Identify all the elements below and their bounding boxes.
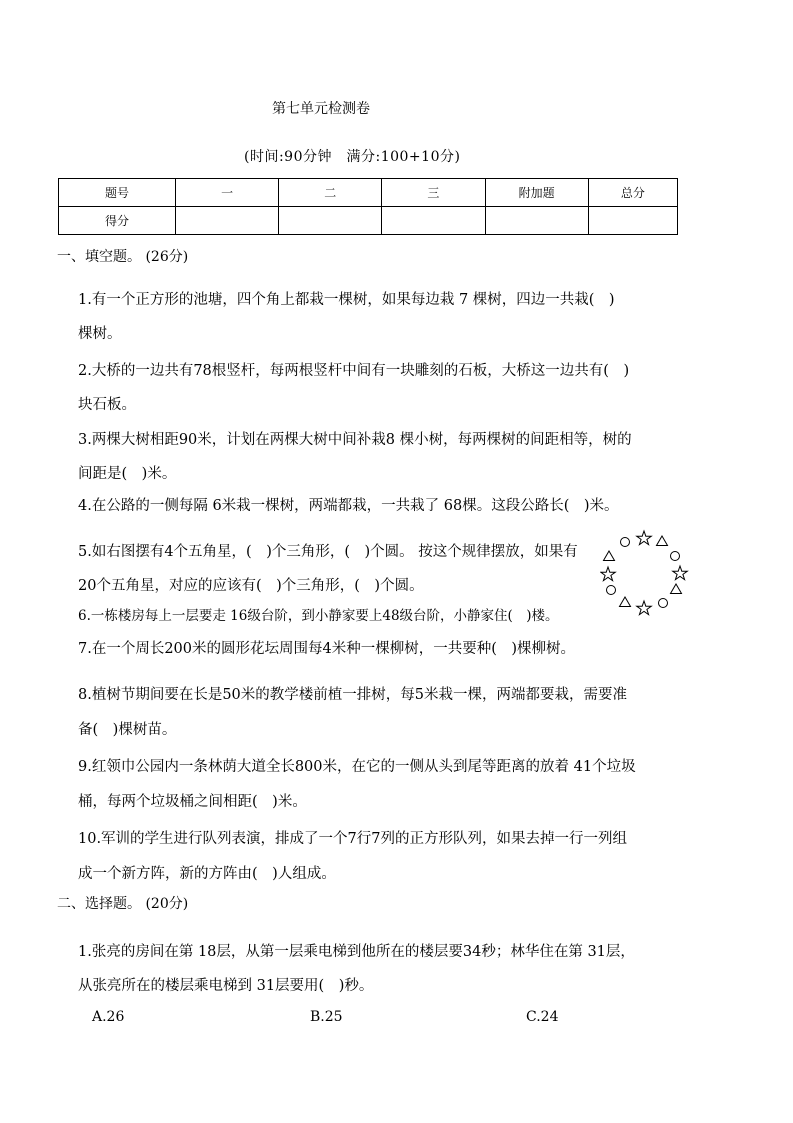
choice-question-1-line-1: 1.张亮的房间在第 18层，从第一层乘电梯到他所在的楼层要34秒；林华住在第 31层， [78,944,635,960]
score-input-cell[interactable] [279,207,382,235]
question-2-line-2: 块石板。 [78,397,136,413]
star-icon [601,567,616,581]
question-4-line-1: 4.在公路的一侧每隔 6米栽一棵树，两端都栽，一共栽了 68棵。这段公路长( )米。 [78,498,619,514]
exam-info: (时间:90分钟 满分:100+10分) [244,149,461,165]
question-5-line-1: 5.如右图摆有4个五角星，( )个三角形，( )个圆。 按这个规律摆放，如果有 [78,544,578,560]
option-a[interactable]: A.26 [92,1009,125,1025]
score-input-cell[interactable] [588,207,677,235]
section-1-title: 一、填空题。 (26分) [57,249,189,265]
circle-icon [671,552,680,561]
score-header-cell: 一 [176,179,279,207]
score-input-cell[interactable] [382,207,485,235]
star-icon [637,531,652,545]
star-icon [673,566,688,580]
question-3-line-2: 间距是( )米。 [78,466,177,482]
score-table-score-row [59,207,678,235]
score-row-label: 得分 [59,207,176,235]
question-3-line-1: 3.两棵大树相距90米，计划在两棵大树中间补栽8 棵小树，每两棵树的间距相等，树的 [78,432,632,448]
question-8-line-2: 备( )棵树苗。 [78,722,177,738]
question-7-line-1: 7.在一个周长200米的圆形花坛周围每4米种一棵柳树，一共要种( )棵柳树。 [78,641,576,657]
score-header-cell: 三 [382,179,485,207]
section-2-title: 二、选择题。 (20分) [57,896,189,912]
question-5-line-2: 20个五角星，对应的应该有( )个三角形，( )个圆。 [78,578,424,594]
star-icon [637,601,652,615]
question-10-line-1: 10.军训的学生进行队列表演，排成了一个7行7列的正方形队列，如果去掉一行一列组 [78,831,628,847]
score-input-cell[interactable] [176,207,279,235]
score-table-header-row [59,179,678,207]
question-10-line-2: 成一个新方阵，新的方阵由( )人组成。 [78,866,336,882]
circle-icon [621,538,630,547]
shape-pattern-figure [600,526,692,618]
triangle-icon [657,536,668,546]
triangle-icon [620,597,631,607]
circle-icon [659,599,668,608]
question-6-line-1: 6.一栋楼房每上一层要走 16级台阶，到小静家要上48级台阶，小静家住( )楼。 [78,608,559,624]
score-header-cell: 总分 [588,179,677,207]
score-table [58,178,678,235]
option-c[interactable]: C.24 [526,1009,559,1025]
score-header-cell: 二 [279,179,382,207]
triangle-icon [604,551,615,561]
question-1-line-2: 棵树。 [78,326,122,342]
score-input-cell[interactable] [485,207,588,235]
question-2-line-1: 2.大桥的一边共有78根竖杆，每两根竖杆中间有一块雕刻的石板，大桥这一边共有( ) [78,363,630,379]
question-9-line-2: 桶，每两个垃圾桶之间相距( )米。 [78,794,307,810]
circle-icon [607,586,616,595]
question-1-line-1: 1.有一个正方形的池塘，四个角上都栽一棵树，如果每边栽 7 棵树，四边一共栽( ) [78,292,615,308]
choice-question-1-line-2: 从张亮所在的楼层乘电梯到 31层要用( )秒。 [78,978,374,994]
option-b[interactable]: B.25 [310,1009,343,1025]
question-8-line-1: 8.植树节期间要在长是50米的教学楼前植一排树，每5米栽一棵，两端都要栽，需要准 [78,687,628,703]
score-header-cell: 附加题 [485,179,588,207]
score-header-cell: 题号 [59,179,176,207]
page-title: 第七单元检测卷 [272,101,370,117]
triangle-icon [671,584,682,594]
question-9-line-1: 9.红领巾公园内一条林荫大道全长800米，在它的一侧从头到尾等距离的放着 41个垃圾 [78,759,636,775]
